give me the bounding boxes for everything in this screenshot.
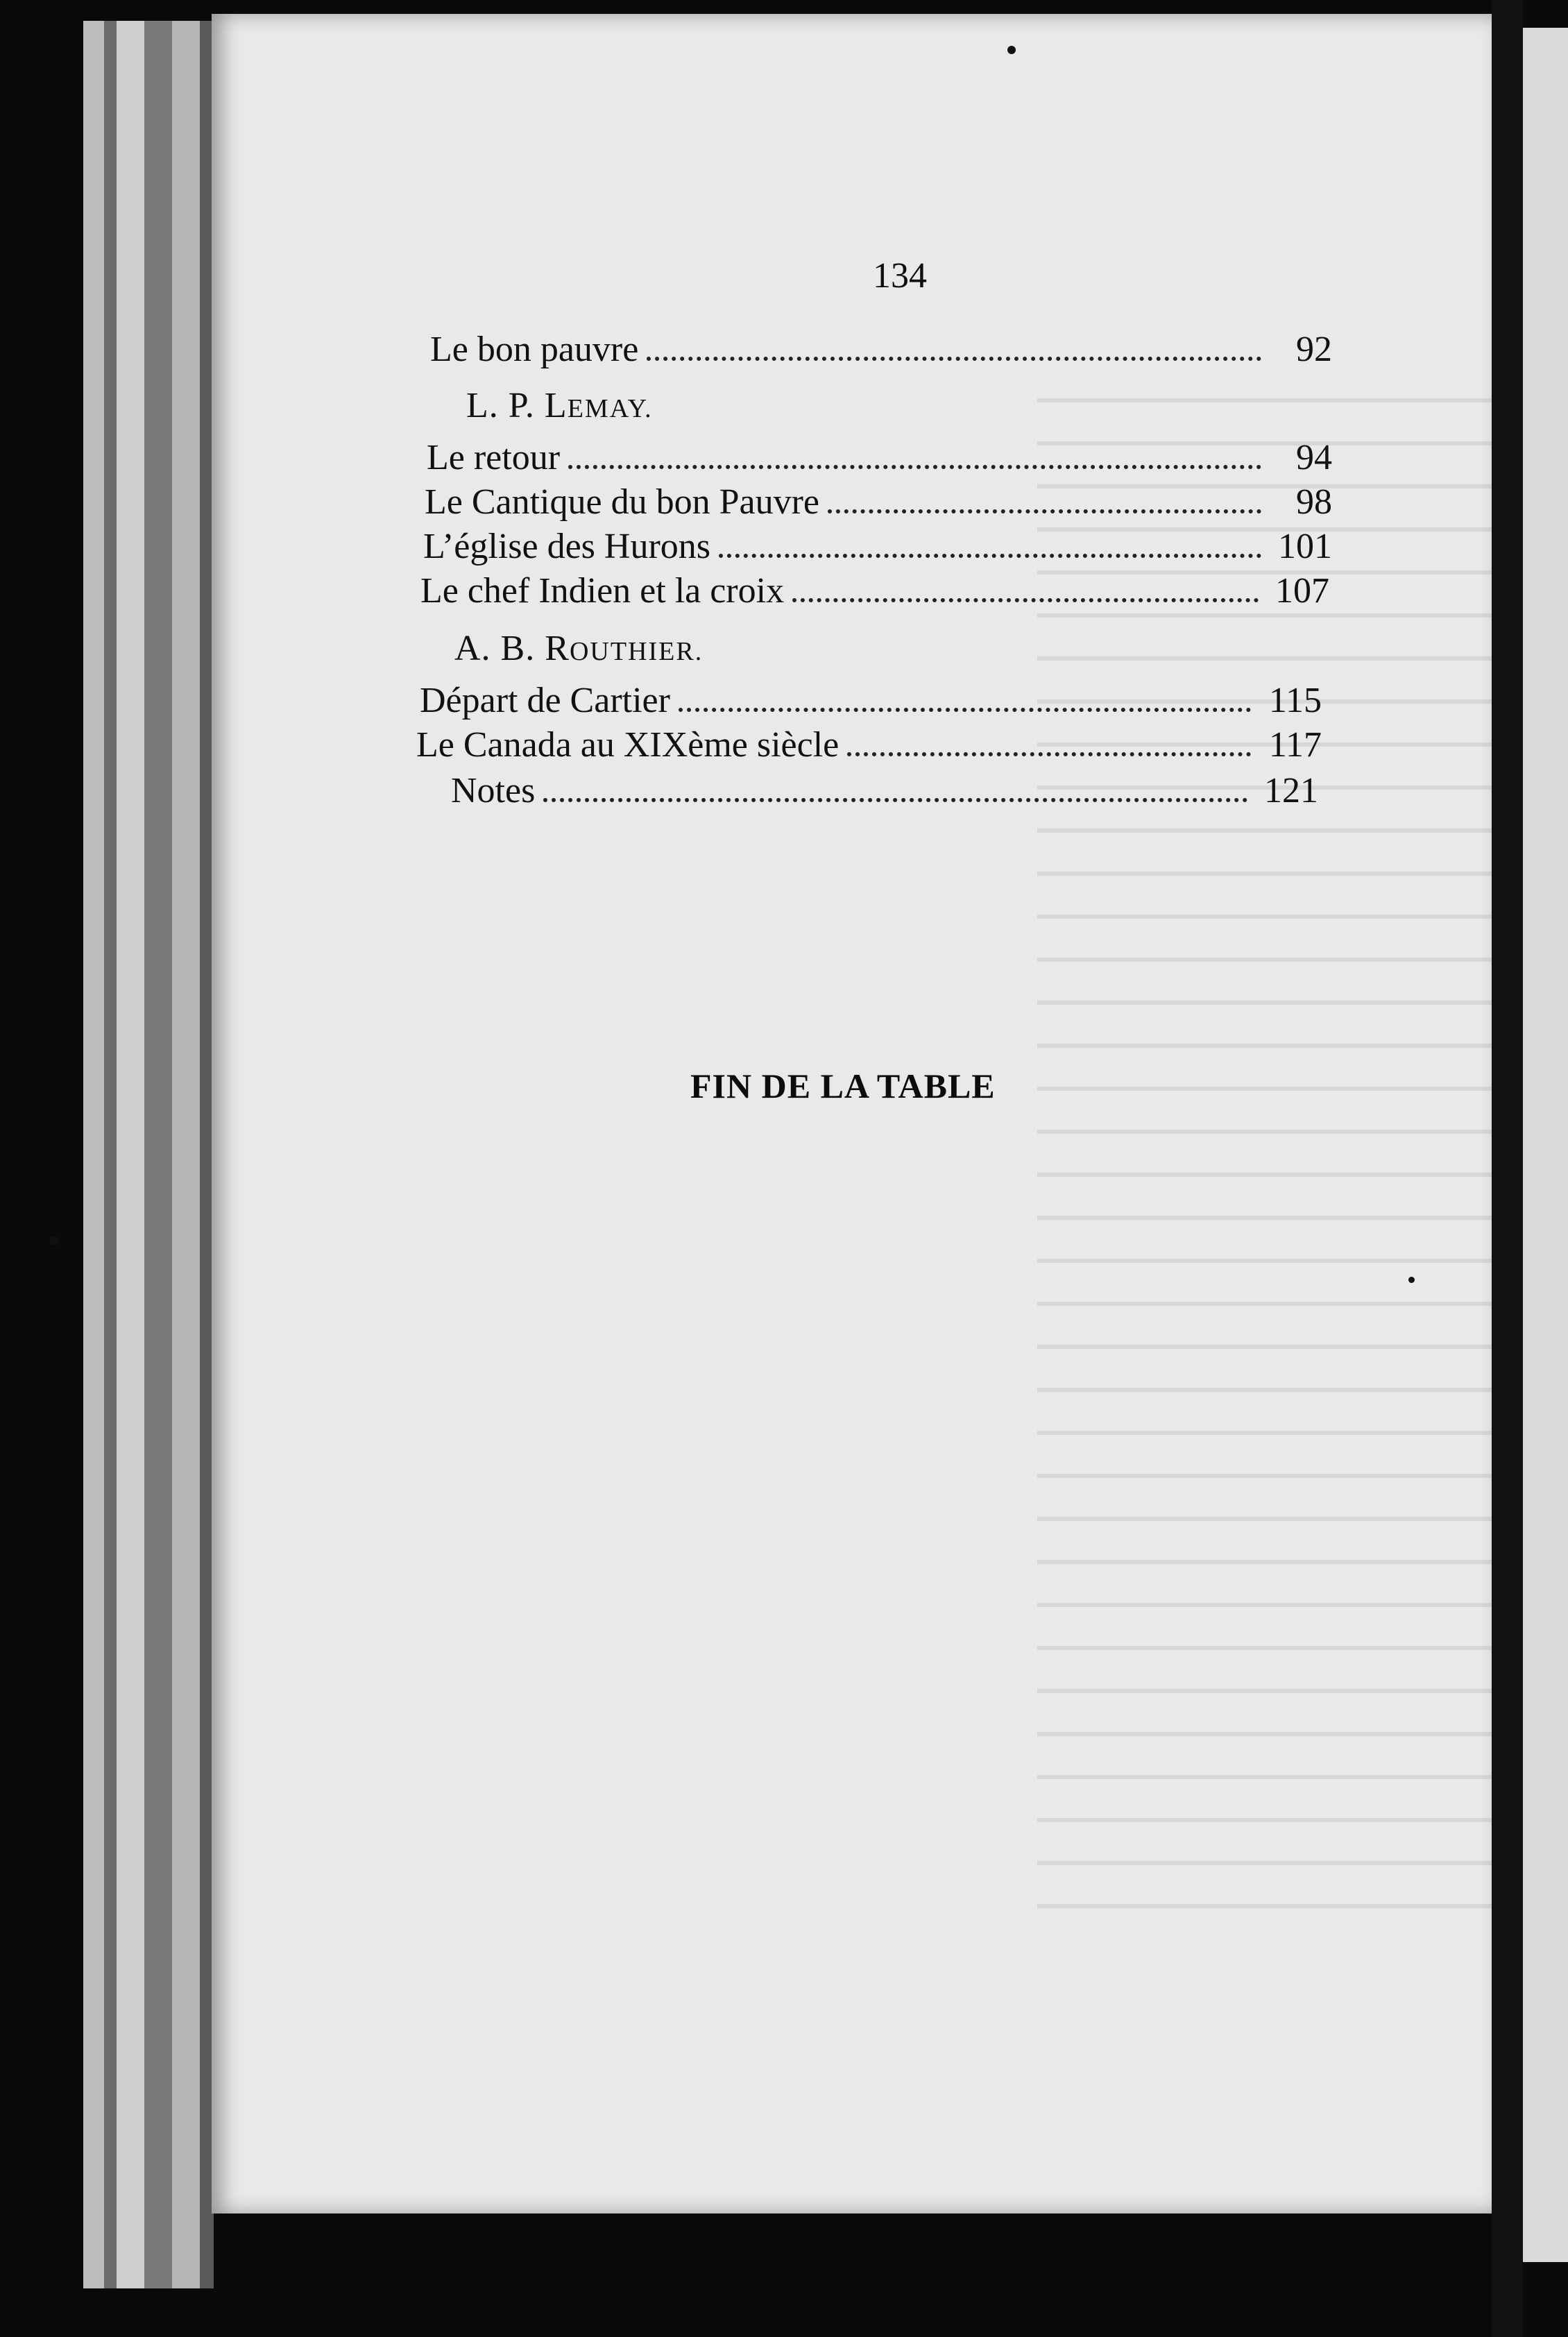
toc-entry (416, 723, 1322, 767)
toc-entry-title: Le retour (427, 438, 561, 477)
toc-entry-page: 92 (1296, 330, 1332, 369)
toc-entry-title: Notes (451, 771, 536, 810)
toc-entry (420, 569, 1329, 613)
dot-leader (568, 465, 1261, 469)
toc-entry-title: L’église des Hurons (423, 527, 711, 566)
author-name-cap: R (545, 629, 570, 668)
page-number: 134 (873, 256, 927, 296)
toc-entry (423, 525, 1332, 569)
toc-entry (425, 480, 1332, 525)
toc-entry-page: 98 (1296, 482, 1332, 522)
toc-entry-page: 115 (1268, 681, 1322, 720)
author-name-cap: L (544, 386, 568, 425)
toc-entry-page: 101 (1278, 527, 1332, 566)
toc-entry-title: Départ de Cartier (420, 681, 670, 720)
dot-leader (847, 752, 1251, 756)
author-initials: A. B. (454, 629, 545, 668)
toc-entry-title: Le Canada au XIXème siècle (416, 725, 840, 765)
dot-leader (543, 798, 1247, 802)
toc-entry-page: 94 (1296, 438, 1332, 477)
toc-entry-title: Le chef Indien et la croix (420, 571, 785, 611)
author-heading (466, 385, 653, 426)
dot-leader (828, 509, 1261, 513)
toc-entry (430, 328, 1332, 372)
author-heading (454, 628, 703, 669)
dot-leader (719, 554, 1261, 558)
dot-leader (647, 357, 1261, 361)
dot-leader (679, 708, 1251, 712)
toc-entry (420, 679, 1322, 723)
author-name-rest: EMAY. (567, 394, 653, 423)
toc-entry-page: 117 (1268, 725, 1322, 765)
toc-entry-page: 121 (1264, 771, 1318, 810)
toc-entry (451, 769, 1318, 813)
author-initials: L. P. (466, 386, 545, 425)
toc-entry-title: Le bon pauvre (430, 330, 639, 369)
toc-entry-title: Le Cantique du bon Pauvre (425, 482, 819, 522)
toc-entry-page: 107 (1275, 571, 1329, 611)
dot-leader (792, 598, 1259, 602)
author-name-rest: OUTHIER. (569, 637, 704, 666)
end-of-table-heading: FIN DE LA TABLE (690, 1066, 996, 1105)
toc-entry (427, 436, 1332, 480)
